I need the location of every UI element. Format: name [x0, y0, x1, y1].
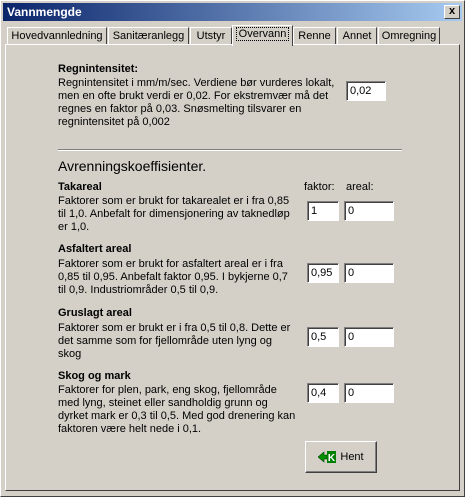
fetch-button-label: Hent — [340, 451, 364, 463]
tab-utstyr[interactable]: Utstyr — [190, 27, 232, 45]
rain-heading: Regnintensitet: — [58, 63, 139, 75]
gravel-factor-input[interactable]: 0,5 — [307, 327, 339, 347]
roof-heading: Takareal — [58, 181, 102, 193]
forest-heading: Skog og mark — [58, 370, 131, 382]
svg-text:K: K — [328, 453, 336, 463]
fetch-arrow-icon — [318, 451, 336, 463]
rain-description: Regnintensitet i mm/m/sec. Verdiene bør vurderes lokalt, men en ofte brukt verdi er 0,02. For ekstremvær må det regnes en faktor på 0,03. Snøsmelting tilsvarer en regnintensitet på 0,002 — [58, 77, 335, 128]
forest-description: Faktorer for plen, park, eng skog, fjellområde med lyng, steinet eller sandholdig grunn og dyrket mark er 0,3 til 0,5. Med god drenering kan faktoren være helt nede i 0,1. — [58, 384, 296, 435]
roof-area-input[interactable]: 0 — [344, 201, 394, 221]
window-title: Vannmengde — [7, 5, 82, 19]
tab-panel-overvann — [5, 44, 460, 491]
roof-factor-input[interactable]: 1 — [307, 201, 339, 221]
runoff-heading: Avrenningskoeffisienter. — [58, 158, 207, 174]
forest-factor-input[interactable]: 0,4 — [307, 383, 339, 403]
tab-strip — [5, 25, 461, 45]
tab-renne[interactable]: Renne — [293, 27, 336, 45]
asphalt-description: Faktorer som er brukt for asfaltert areal er i fra 0,85 til 0,95. Anbefalt faktor 0,95. I bykjerne 0,7 til 0,9. Industriområder 0,5 til 0,9. — [58, 258, 288, 296]
section-divider — [58, 149, 402, 151]
rain-intensity-input[interactable]: 0,02 — [346, 81, 386, 101]
asphalt-factor-input[interactable]: 0,95 — [307, 263, 339, 283]
factor-column-label: faktor: — [304, 181, 335, 193]
area-column-label: areal: — [346, 181, 374, 193]
title-bar — [3, 3, 462, 21]
close-icon: x — [448, 5, 456, 17]
close-button[interactable] — [444, 5, 460, 19]
gravel-description: Faktorer som er brukt er i fra 0,5 til 0,8. Dette er det samme som for fjellområde uten lyng og skog — [58, 322, 291, 360]
asphalt-heading: Asfaltert areal — [58, 243, 132, 255]
tab-sanitaeranlegg[interactable]: Sanitæranlegg — [108, 27, 189, 45]
gravel-area-input[interactable]: 0 — [344, 327, 394, 347]
asphalt-area-input[interactable]: 0 — [344, 263, 394, 283]
gravel-heading: Gruslagt areal — [58, 307, 132, 319]
forest-area-input[interactable]: 0 — [344, 383, 394, 403]
tab-overvann[interactable]: Overvann — [232, 25, 293, 46]
tab-omregning[interactable]: Omregning — [378, 27, 440, 45]
tab-annet[interactable]: Annet — [337, 27, 377, 45]
tab-hovedvannledning[interactable]: Hovedvannledning — [7, 27, 107, 45]
fetch-button[interactable] — [305, 441, 377, 473]
roof-description: Faktorer som er brukt for takarealet er i fra 0,85 til 1,0. Anbefalt for dimensjonering av taknedløp er 1,0. — [58, 195, 290, 233]
